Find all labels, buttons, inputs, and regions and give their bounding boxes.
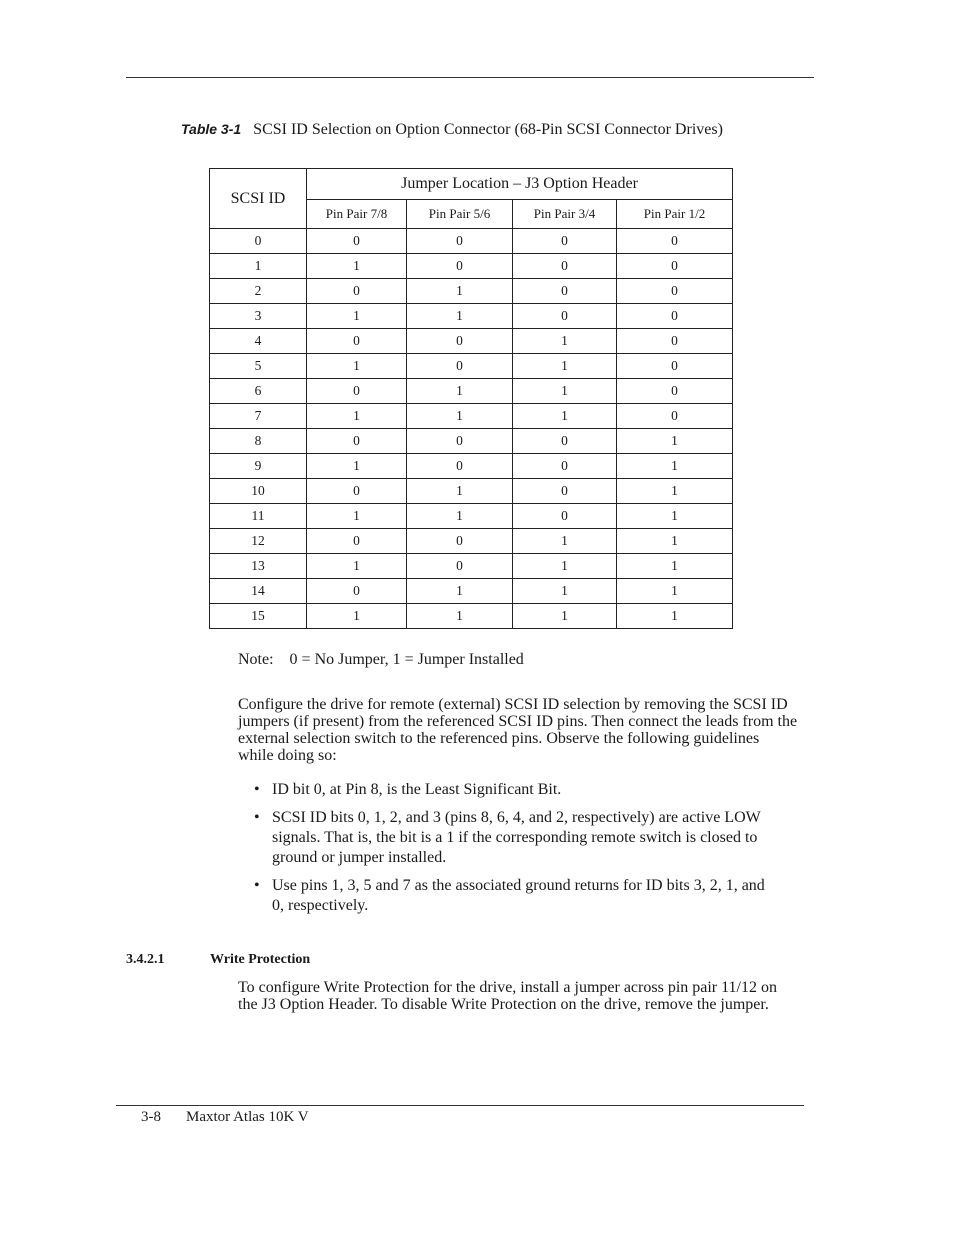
jumper-cell: 1 <box>617 554 733 579</box>
scsi-id-cell: 3 <box>210 304 307 329</box>
section-number: 3.4.2.1 <box>126 952 165 967</box>
table-row <box>210 579 733 604</box>
jumper-cell: 1 <box>513 604 617 629</box>
jumper-cell: 0 <box>617 404 733 429</box>
table-row <box>210 329 733 354</box>
table-row <box>210 354 733 379</box>
jumper-cell: 0 <box>513 304 617 329</box>
jumper-cell: 1 <box>617 504 733 529</box>
scsi-id-cell: 9 <box>210 454 307 479</box>
jumper-cell: 0 <box>407 554 513 579</box>
jumper-cell: 1 <box>513 554 617 579</box>
scsi-id-cell: 12 <box>210 529 307 554</box>
table-row <box>210 604 733 629</box>
jumper-cell: 0 <box>307 279 407 304</box>
pin-pair-header: Pin Pair 1/2 <box>617 200 733 229</box>
jumper-cell: 0 <box>407 354 513 379</box>
jumper-cell: 1 <box>307 604 407 629</box>
jumper-cell: 1 <box>307 254 407 279</box>
jumper-cell: 1 <box>407 379 513 404</box>
table-row <box>210 254 733 279</box>
jumper-cell: 1 <box>407 404 513 429</box>
table-row <box>210 479 733 504</box>
guidelines-list <box>254 780 774 924</box>
jumper-cell: 1 <box>513 579 617 604</box>
scsi-id-cell: 15 <box>210 604 307 629</box>
footer-rule <box>116 1105 804 1106</box>
jumper-cell: 0 <box>617 279 733 304</box>
jumper-cell: 0 <box>617 254 733 279</box>
scsi-id-cell: 8 <box>210 429 307 454</box>
jumper-cell: 0 <box>307 579 407 604</box>
scsi-id-cell: 1 <box>210 254 307 279</box>
jumper-cell: 1 <box>307 354 407 379</box>
jumper-cell: 0 <box>307 229 407 254</box>
jumper-cell: 1 <box>407 579 513 604</box>
section-title: Write Protection <box>210 952 311 967</box>
jumper-cell: 0 <box>407 529 513 554</box>
jumper-cell: 1 <box>407 479 513 504</box>
scsi-id-header: SCSI ID <box>210 169 307 229</box>
jumper-cell: 1 <box>617 479 733 504</box>
jumper-cell: 1 <box>513 404 617 429</box>
jumper-cell: 0 <box>407 254 513 279</box>
jumper-cell: 1 <box>617 604 733 629</box>
table-note <box>238 651 524 669</box>
table-caption-title: SCSI ID Selection on Option Connector (68-Pin SCSI Connector Drives) <box>253 121 723 138</box>
header-rule <box>126 77 814 78</box>
scsi-id-table <box>209 168 733 629</box>
jumper-cell: 0 <box>307 529 407 554</box>
jumper-cell: 0 <box>617 304 733 329</box>
jumper-cell: 0 <box>407 229 513 254</box>
scsi-id-cell: 5 <box>210 354 307 379</box>
scsi-id-cell: 14 <box>210 579 307 604</box>
pin-pair-header: Pin Pair 7/8 <box>307 200 407 229</box>
jumper-cell: 0 <box>617 329 733 354</box>
jumper-cell: 1 <box>513 329 617 354</box>
jumper-cell: 0 <box>513 254 617 279</box>
pin-pair-header: Pin Pair 5/6 <box>407 200 513 229</box>
jumper-cell: 0 <box>617 229 733 254</box>
jumper-cell: 0 <box>513 279 617 304</box>
scsi-id-cell: 2 <box>210 279 307 304</box>
note-label: Note: <box>238 651 274 668</box>
list-item <box>254 808 774 868</box>
jumper-cell: 0 <box>307 329 407 354</box>
jumper-cell: 1 <box>617 529 733 554</box>
jumper-cell: 0 <box>307 429 407 454</box>
scsi-id-cell: 11 <box>210 504 307 529</box>
table-row <box>210 279 733 304</box>
footer-page-number: 3-8 <box>141 1109 161 1125</box>
jumper-cell: 1 <box>407 304 513 329</box>
jumper-cell: 0 <box>513 504 617 529</box>
jumper-cell: 0 <box>407 429 513 454</box>
jumper-cell: 0 <box>513 454 617 479</box>
jumper-cell: 1 <box>307 554 407 579</box>
jumper-cell: 1 <box>407 279 513 304</box>
jumper-cell: 1 <box>617 454 733 479</box>
jumper-cell: 1 <box>617 429 733 454</box>
bullet-icon: • <box>254 781 260 798</box>
scsi-id-cell: 13 <box>210 554 307 579</box>
scsi-id-cell: 4 <box>210 329 307 354</box>
table-caption <box>181 121 723 139</box>
note-text: 0 = No Jumper, 1 = Jumper Installed <box>289 651 524 668</box>
jumper-cell: 1 <box>307 454 407 479</box>
table-caption-label: Table 3-1 <box>181 121 242 137</box>
bullet-icon: • <box>254 877 260 894</box>
jumper-cell: 0 <box>407 329 513 354</box>
remote-selection-paragraph: Configure the drive for remote (external) SCSI ID selection by removing the SCSI ID jumpers (if present) from the referenced SCSI ID pins. Then connect the leads from the external selection switch to the referenced pins. Observe the following guidelines while doing so: <box>238 696 798 764</box>
jumper-cell: 0 <box>407 454 513 479</box>
list-item-text: ID bit 0, at Pin 8, is the Least Significant Bit. <box>272 781 562 798</box>
table-body <box>210 229 733 629</box>
scsi-id-cell: 10 <box>210 479 307 504</box>
footer-title: Maxtor Atlas 10K V <box>186 1109 309 1125</box>
table-row <box>210 304 733 329</box>
table-row <box>210 554 733 579</box>
jumper-cell: 0 <box>617 354 733 379</box>
jumper-cell: 1 <box>513 529 617 554</box>
jumper-cell: 0 <box>513 429 617 454</box>
jumper-cell: 1 <box>307 404 407 429</box>
pin-pair-header: Pin Pair 3/4 <box>513 200 617 229</box>
jumper-cell: 0 <box>307 479 407 504</box>
write-protection-paragraph: To configure Write Protection for the drive, install a jumper across pin pair 11/12 on the J3 Option Header. To disable Write Protection on the drive, remove the jumper. <box>238 979 777 1013</box>
jumper-cell: 0 <box>307 379 407 404</box>
table-row <box>210 379 733 404</box>
jumper-cell: 0 <box>617 379 733 404</box>
jumper-cell: 1 <box>307 304 407 329</box>
list-item <box>254 876 774 916</box>
list-item-text: Use pins 1, 3, 5 and 7 as the associated ground returns for ID bits 3, 2, 1, and 0, respectively. <box>272 877 765 914</box>
jumper-cell: 1 <box>307 504 407 529</box>
table-row <box>210 454 733 479</box>
table-row <box>210 229 733 254</box>
jumper-cell: 1 <box>513 379 617 404</box>
list-item-text: SCSI ID bits 0, 1, 2, and 3 (pins 8, 6, 4, and 2, respectively) are active LOW signals. That is, the bit is a 1 if the corresponding remote switch is closed to ground or jumper installed. <box>272 809 761 866</box>
scsi-id-cell: 7 <box>210 404 307 429</box>
jumper-cell: 1 <box>513 354 617 379</box>
table-row <box>210 529 733 554</box>
jumper-cell: 1 <box>407 604 513 629</box>
scsi-id-cell: 0 <box>210 229 307 254</box>
list-item <box>254 780 774 800</box>
jumper-cell: 1 <box>617 579 733 604</box>
table-row <box>210 504 733 529</box>
jumper-cell: 1 <box>407 504 513 529</box>
scsi-id-cell: 6 <box>210 379 307 404</box>
jumper-cell: 0 <box>513 479 617 504</box>
jumper-location-header: Jumper Location – J3 Option Header <box>307 169 733 200</box>
jumper-cell: 0 <box>513 229 617 254</box>
table-row <box>210 404 733 429</box>
table-row <box>210 429 733 454</box>
bullet-icon: • <box>254 809 260 826</box>
